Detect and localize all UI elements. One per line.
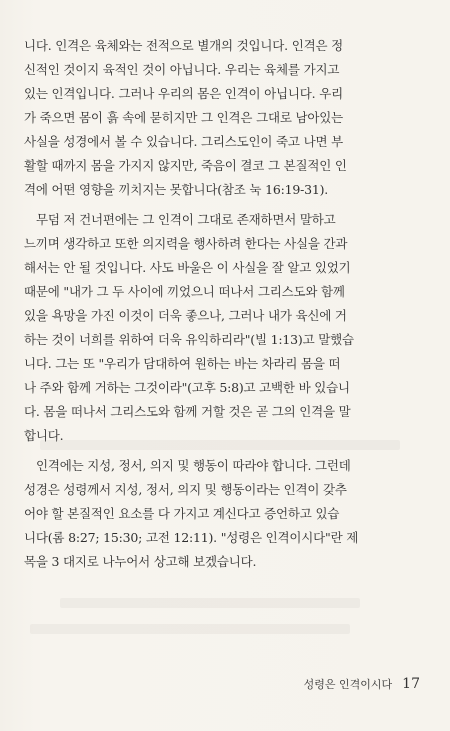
paragraph [24,34,420,202]
text-line: 성경은 성령께서 지성, 정서, 의지 및 행동이라는 인격이 갖추 [24,482,347,497]
text-line: 합니다. [24,428,64,443]
text-line: 있는 인격입니다. 그러나 우리의 몸은 인격이 아닙니다. 우리 [24,86,343,101]
text-line: 느끼며 생각하고 또한 의지력을 행사하려 한다는 사실을 간과 [24,236,348,251]
text-line: 목을 3 대지로 나누어서 상고해 보겠습니다. [24,554,257,569]
running-title: 성령은 인격이시다 [303,678,393,691]
text-line: 니다. 인격은 육체와는 전적으로 별개의 것입니다. 인격은 정 [24,38,343,53]
show-through-mark [30,624,350,634]
text-line: 어야 할 본질적인 요소를 다 가지고 계신다고 증언하고 있습 [24,506,340,521]
text-line: 나 주와 함께 거하는 그것이라"(고후 5:8)고 고백한 바 있습니 [24,380,350,395]
text-line: 신적인 것이지 육적인 것이 아닙니다. 우리는 육체를 가지고 [24,62,340,77]
show-through-mark [60,598,360,608]
text-line: 가 죽으면 몸이 흙 속에 묻히지만 그 인격은 그대로 남아있는 [24,110,343,125]
text-line: 무덤 저 건너편에는 그 인격이 그대로 존재하면서 말하고 [36,212,336,227]
page-footer [250,672,420,696]
paragraph [24,208,420,448]
text-line: 하는 것이 너희를 위하여 더욱 유익하리라"(빌 1:13)고 말했습 [24,332,354,347]
page-number: 17 [402,676,420,692]
text-line: 사실을 성경에서 볼 수 있습니다. 그리스도인이 죽고 나면 부 [24,134,343,149]
text-line: 활할 때까지 몸을 가지지 않지만, 죽음이 결코 그 본질적인 인 [24,158,347,173]
body-text [24,34,420,574]
text-line: 때문에 "내가 그 두 사이에 끼었으니 떠나서 그리스도와 함께 [24,284,345,299]
text-line: 격에 어떤 영향을 끼치지는 못합니다(참조 눅 16:19-31). [24,182,329,197]
text-line: 니다. 그는 또 "우리가 담대하여 원하는 바는 차라리 몸을 떠 [24,356,341,371]
text-line: 해서는 안 될 것입니다. 사도 바울은 이 사실을 잘 알고 있었기 [24,260,351,275]
text-line: 니다(롬 8:27; 15:30; 고전 12:11). "성령은 인격이시다"란 제 [24,530,359,545]
text-line: 인격에는 지성, 정서, 의지 및 행동이 따라야 합니다. 그런데 [36,458,351,473]
text-line: 다. 몸을 떠나서 그리스도와 함께 거할 것은 곧 그의 인격을 말 [24,404,351,419]
paragraph [24,454,420,574]
text-line: 있을 욕망을 가진 이것이 더욱 좋으나, 그러나 내가 육신에 거 [24,308,347,323]
